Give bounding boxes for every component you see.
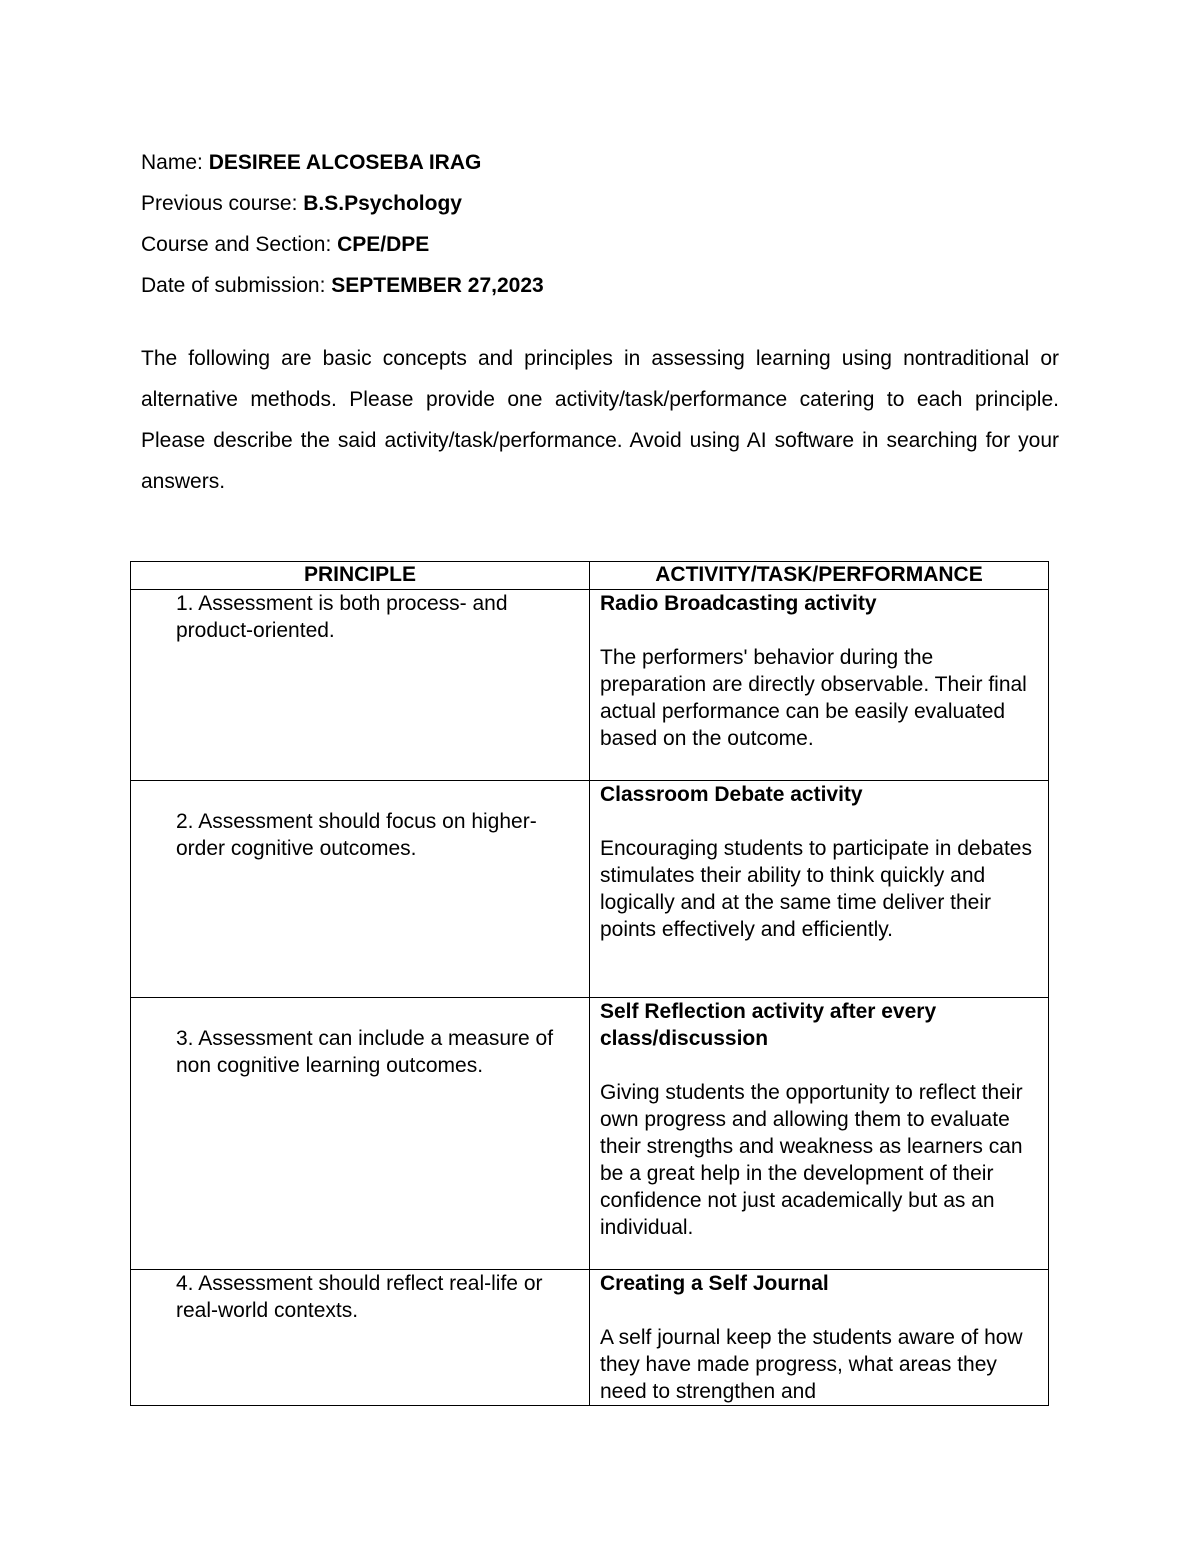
course-section-label: Course and Section:	[141, 233, 338, 256]
activity-description: Giving students the opportunity to reflect their own progress and allowing them to evaluate their strengths and weakness as learners can be a great help in the development of their confidence not just academically but as an individual.	[600, 1081, 1023, 1239]
instructions-paragraph: The following are basic concepts and principles in assessing learning using nontraditional or alternative methods. Please provide one activity/task/performance catering to each principle. Please describe the said activity/task/performance. Avoid using AI software in searching for your answers.	[141, 347, 1059, 493]
previous-course-label: Previous course:	[141, 192, 304, 215]
activity-cell	[590, 590, 1049, 781]
table-row	[131, 998, 1049, 1270]
activity-cell	[590, 1270, 1049, 1406]
table-row	[131, 1270, 1049, 1406]
activity-description: A self journal keep the students aware of how they have made progress, what areas they need to strengthen and	[600, 1326, 1023, 1403]
previous-course-value: B.S.Psychology	[303, 192, 462, 215]
principle-cell	[131, 998, 590, 1270]
course-section-value: CPE/DPE	[337, 233, 430, 256]
activity-title: Self Reflection activity after every class/discussion	[600, 1000, 937, 1050]
course-section-line	[141, 224, 1061, 265]
name-value: DESIREE ALCOSEBA IRAG	[208, 151, 482, 174]
activity-title: Creating a Self Journal	[600, 1272, 829, 1295]
activity-title: Radio Broadcasting activity	[600, 592, 877, 615]
principle-text: 1. Assessment is both process- and product-oriented.	[176, 592, 508, 642]
principle-cell	[131, 590, 590, 781]
activity-description: The performers' behavior during the preparation are directly observable. Their final actual performance can be easily evaluated based on the outcome.	[600, 646, 1027, 750]
name-line	[141, 142, 1061, 183]
student-info	[141, 142, 1061, 306]
submission-date-value: SEPTEMBER 27,2023	[331, 274, 544, 297]
principle-text: 2. Assessment should focus on higher-order cognitive outcomes.	[176, 810, 537, 860]
principle-text: 4. Assessment should reflect real-life or real-world contexts.	[176, 1272, 543, 1322]
previous-course-line	[141, 183, 1061, 224]
submission-date-label: Date of submission:	[141, 274, 332, 297]
name-label: Name:	[141, 151, 209, 174]
principles-table	[130, 561, 1049, 1406]
principle-cell	[131, 781, 590, 998]
principle-cell	[131, 1270, 590, 1406]
activity-cell	[590, 781, 1049, 998]
principle-text: 3. Assessment can include a measure of non cognitive learning outcomes.	[176, 1027, 554, 1077]
activity-title: Classroom Debate activity	[600, 783, 863, 806]
table-header-row	[131, 562, 1049, 590]
activity-description: Encouraging students to participate in debates stimulates their ability to think quickly and logically and at the same time deliver their points effectively and efficiently.	[600, 837, 1032, 941]
activity-header: ACTIVITY/TASK/PERFORMANCE	[590, 562, 1049, 590]
submission-date-line	[141, 265, 1061, 306]
principle-header: PRINCIPLE	[131, 562, 590, 590]
table-row	[131, 590, 1049, 781]
activity-cell	[590, 998, 1049, 1270]
table-row	[131, 781, 1049, 998]
